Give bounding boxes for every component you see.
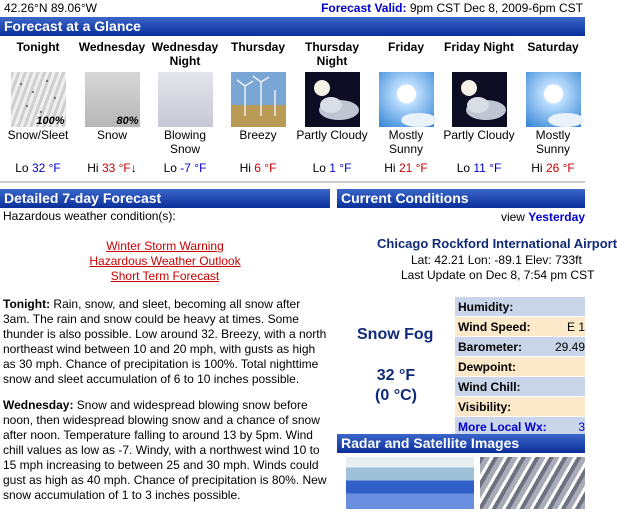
temp-value: 33 °F <box>101 161 131 175</box>
satellite-image[interactable] <box>480 457 585 509</box>
more-local-wx-count[interactable]: 3 <box>578 419 585 434</box>
day-condition: Partly Cloudy <box>443 128 515 142</box>
period-text: Rain, snow, and sleet, becoming all snow after 3am. The rain and snow could be heavy at times. Some thunder is also possible. Low around 32. Breezy, with a north northeast wind between 10 and 20 mph, with gusts as high as 30 mph. Chance of precipitation is 100%. Total nighttime snow and sleet accumulation of 6 to 10 inches possible. <box>3 297 327 386</box>
temp-fahrenheit: 32 °F <box>376 367 416 384</box>
temp-value: 11 °F <box>473 161 502 175</box>
day-condition: Blowing Snow <box>163 128 207 156</box>
top-bar <box>0 0 585 16</box>
temp-label: Hi <box>239 161 251 175</box>
yesterday-link[interactable]: Yesterday <box>528 210 585 224</box>
station-lat-lon: Lat: 42.21 Lon: -89.1 Elev: 733ft <box>411 253 582 267</box>
forecast-day <box>517 38 589 175</box>
row-value: 29.49 <box>551 337 585 357</box>
temp-label: Hi <box>87 161 99 175</box>
row-label: Wind Speed: <box>455 317 551 337</box>
temp-value: 21 °F <box>398 161 428 175</box>
blowing-snow-icon <box>158 72 213 127</box>
radar-image[interactable] <box>346 457 474 509</box>
winter-storm-warning-link[interactable]: Winter Storm Warning <box>106 239 224 253</box>
view-yesterday <box>501 210 585 224</box>
last-update: Last Update on Dec 8, 7:54 pm CST <box>401 268 595 282</box>
forecast-day <box>149 38 221 175</box>
table-row <box>455 297 585 317</box>
temp-value: 6 °F <box>254 161 277 175</box>
radar-header: Radar and Satellite Images <box>337 434 585 453</box>
day-name: Friday <box>387 40 424 54</box>
forecast-day <box>222 38 294 175</box>
current-condition: Snow Fog <box>357 326 434 343</box>
day-name: Friday Night <box>443 40 514 54</box>
day-temperature <box>370 161 442 175</box>
day-name: Tonight <box>16 40 60 54</box>
forecast-at-a-glance <box>0 38 585 178</box>
station-name: Chicago Rockford International Airport <box>377 236 617 251</box>
table-row <box>455 317 585 337</box>
view-prefix: view <box>500 210 529 224</box>
period-wednesday <box>3 398 327 503</box>
period-label: Wednesday: <box>3 398 74 412</box>
short-term-forecast-link[interactable]: Short Term Forecast <box>110 269 220 283</box>
period-label: Tonight: <box>3 297 51 311</box>
temp-label: Lo <box>163 161 177 175</box>
row-value <box>551 357 585 377</box>
detailed-forecast-header: Detailed 7-day Forecast <box>0 189 330 208</box>
forecast-text <box>3 297 327 514</box>
sun-icon <box>379 72 434 127</box>
forecast-valid-label: Forecast Valid: <box>321 1 407 15</box>
day-temperature <box>222 161 294 175</box>
divider <box>0 181 585 183</box>
day-temperature <box>443 161 515 175</box>
temp-label: Lo <box>456 161 471 175</box>
forecast-day <box>296 38 368 175</box>
day-temperature <box>76 161 148 175</box>
row-label: Humidity: <box>455 297 551 317</box>
temp-label: Lo <box>15 161 29 175</box>
row-value <box>551 377 585 397</box>
temp-value: 32 °F <box>31 161 61 175</box>
snow-icon <box>85 72 140 127</box>
temp-label: Hi <box>384 161 396 175</box>
row-value <box>551 297 585 317</box>
day-condition: Partly Cloudy <box>296 128 368 142</box>
moon-cloud-icon <box>305 72 360 127</box>
forecast-day <box>370 38 442 175</box>
day-condition: Snow <box>96 128 128 142</box>
forecast-day <box>76 38 148 175</box>
day-temperature <box>149 161 221 175</box>
coordinates: 42.26°N 89.06°W <box>4 1 97 15</box>
snow-sleet-icon <box>11 72 66 127</box>
forecast-valid <box>321 1 583 15</box>
day-condition: Mostly Sunny <box>535 128 571 156</box>
moon-cloud-icon <box>452 72 507 127</box>
day-name: Saturday <box>527 40 579 54</box>
day-name: Thursday Night <box>304 40 359 68</box>
hazardous-weather-outlook-link[interactable]: Hazardous Weather Outlook <box>89 254 241 268</box>
day-name: Wednesday Night <box>151 40 219 68</box>
row-value: E 1 <box>551 317 585 337</box>
day-temperature <box>296 161 368 175</box>
day-name: Wednesday <box>78 40 146 54</box>
more-local-wx-link[interactable]: More Local Wx: <box>458 419 547 434</box>
day-temperature <box>2 161 74 175</box>
precip-chance: 80% <box>116 115 139 127</box>
precip-chance: 100% <box>36 115 65 127</box>
current-conditions-header: Current Conditions <box>337 189 585 208</box>
row-value <box>551 397 585 417</box>
table-row <box>455 357 585 377</box>
temp-value: 26 °F <box>545 161 575 175</box>
day-condition: Snow/Sleet <box>7 128 69 142</box>
hazardous-label: Hazardous weather condition(s): <box>3 209 176 223</box>
forecast-valid-value: 9pm CST Dec 8, 2009-6pm CST <box>409 1 583 15</box>
day-condition: Breezy <box>239 128 277 142</box>
temp-celsius: (0 °C) <box>375 387 417 404</box>
hazard-links <box>0 239 330 284</box>
sun-icon <box>526 72 581 127</box>
row-label: Dewpoint: <box>455 357 551 377</box>
temp-value: -7 °F <box>180 161 207 175</box>
temp-value: 1 °F <box>329 161 352 175</box>
table-row <box>455 377 585 397</box>
table-row <box>455 337 585 357</box>
day-condition: Mostly Sunny <box>388 128 424 156</box>
current-temperature <box>371 366 421 406</box>
temp-trend-icon: ↓ <box>130 161 137 175</box>
day-name: Thursday <box>230 40 285 54</box>
day-temperature <box>517 161 589 175</box>
wind-turbine-icon <box>231 72 286 127</box>
temp-label: Lo <box>312 161 326 175</box>
row-label: Wind Chill: <box>455 377 551 397</box>
period-text: Snow and widespread blowing snow before noon, then widespread blowing snow and a chance of snow after noon. Temperature falling to around 13 by 5pm. Wind chill values as low as -7. Windy, with a northwest wind 10 to 15 mph increasing to between 25 and 30 mph. Winds could gust as high as 40 mph. Chance of precipitation is 80%. New snow accumulation of 1 to 3 inches possible. <box>3 398 327 502</box>
temp-label: Hi <box>531 161 543 175</box>
row-label: Barometer: <box>455 337 551 357</box>
period-tonight <box>3 297 327 387</box>
forecast-day <box>443 38 515 175</box>
conditions-table <box>455 297 585 437</box>
row-label: Visibility: <box>455 397 551 417</box>
forecast-day <box>2 38 74 175</box>
glance-header: Forecast at a Glance <box>0 17 585 36</box>
table-row <box>455 397 585 417</box>
